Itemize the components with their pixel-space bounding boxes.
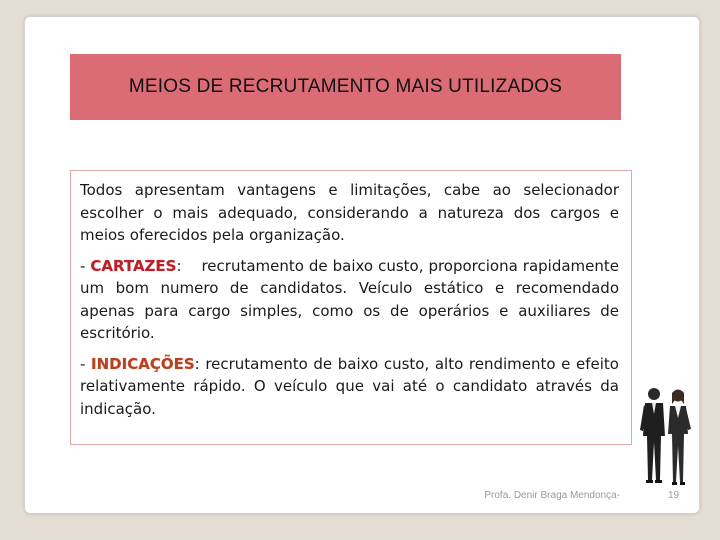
slide-title: MEIOS DE RECRUTAMENTO MAIS UTILIZADOS	[128, 76, 563, 97]
intro-paragraph: Todos apresentam vantagens e limitações, cabe ao selecionador escolher o mais adequado, considerando a natureza dos cargos e meios oferecidos pela organização.	[80, 181, 619, 244]
title-banner	[70, 54, 621, 120]
item-prefix: -	[80, 256, 91, 275]
page-number: 19	[668, 490, 680, 501]
business-people-icon	[636, 384, 694, 490]
keyword-cartazes: CARTAZES	[90, 256, 177, 275]
content-panel	[70, 170, 632, 445]
list-item-cartazes	[80, 255, 619, 345]
item-separator: :	[194, 354, 200, 373]
item-prefix: -	[80, 354, 92, 373]
item-separator: :	[176, 256, 182, 275]
list-item-indicacoes	[80, 353, 619, 421]
item-description: recrutamento de baixo custo, alto rendimento e efeito relativamente rápido. O veículo que vai até o candidato através da indicação.	[80, 354, 619, 418]
item-description: recrutamento de baixo custo, proporciona rapidamente um bom numero de candidatos. Veículo estático e recomendado apenas para cargo simples, como os de operários e auxiliares de escritório.	[80, 256, 619, 342]
keyword-indicacoes: INDICAÇÕES	[91, 354, 195, 373]
footer-author: Profa. Denir Braga Mendonça-	[484, 490, 620, 501]
